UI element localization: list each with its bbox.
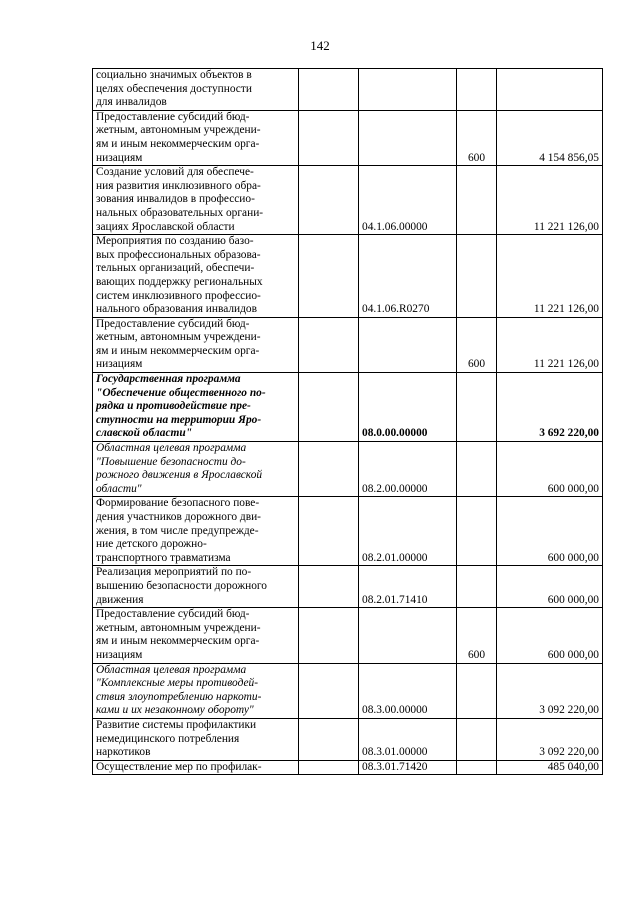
expense-type-cell xyxy=(457,235,497,318)
table-row xyxy=(93,373,603,442)
row-name-cell xyxy=(93,497,299,566)
empty-cell xyxy=(299,235,359,318)
table-row xyxy=(93,69,603,111)
table-row xyxy=(93,497,603,566)
row-name-line: ступности на территории Яро- xyxy=(96,413,262,426)
program-code-cell: 08.3.01.71420 xyxy=(359,760,457,775)
row-name-line: "Повышение безопасности до- xyxy=(96,455,246,468)
amount-cell: 600 000,00 xyxy=(497,608,603,663)
row-name-line: "Комплексные меры противодей- xyxy=(96,677,259,690)
amount-cell: 3 092 220,00 xyxy=(497,663,603,718)
row-name-line: движения xyxy=(96,593,144,606)
expense-type-cell xyxy=(457,760,497,775)
expense-type-cell: 600 xyxy=(457,110,497,165)
budget-table xyxy=(92,68,603,775)
table-row xyxy=(93,442,603,497)
row-name-cell xyxy=(93,110,299,165)
row-name-line: ками и их незаконному обороту" xyxy=(96,704,254,717)
row-name-line: жения, в том числе предупрежде- xyxy=(96,524,259,537)
row-name-line: Реализация мероприятий по по- xyxy=(96,566,252,579)
table-row xyxy=(93,718,603,760)
row-name-line: Создание условий для обеспече- xyxy=(96,166,254,179)
row-name-line: нальных образовательных органи- xyxy=(96,206,264,219)
row-name-cell xyxy=(93,166,299,235)
row-name-line: Предоставление субсидий бюд- xyxy=(96,317,250,330)
empty-cell xyxy=(299,317,359,372)
row-name-line: вающих поддержку региональных xyxy=(96,275,263,288)
program-code-cell: 08.3.01.00000 xyxy=(359,718,457,760)
empty-cell xyxy=(299,608,359,663)
program-code-cell: 08.2.00.00000 xyxy=(359,442,457,497)
table-row xyxy=(93,608,603,663)
row-name-line: жетным, автономным учреждени- xyxy=(96,621,261,634)
row-name-cell xyxy=(93,235,299,318)
row-name-line: зования инвалидов в профессио- xyxy=(96,193,255,206)
row-name-cell xyxy=(93,566,299,608)
row-name-cell xyxy=(93,317,299,372)
empty-cell xyxy=(299,566,359,608)
row-name-line: немедицинского потребления xyxy=(96,732,240,745)
row-name-cell xyxy=(93,442,299,497)
row-name-line: зациях Ярославской области xyxy=(96,220,235,233)
row-name-line: славской области" xyxy=(96,427,193,440)
amount-cell: 600 000,00 xyxy=(497,442,603,497)
expense-type-cell xyxy=(457,373,497,442)
row-name-line: для инвалидов xyxy=(96,96,167,109)
row-name-line: низациям xyxy=(96,151,143,164)
row-name-line: дения участников дорожного дви- xyxy=(96,511,261,523)
row-name-line: Осуществление мер по профилак- xyxy=(96,760,262,773)
row-name-line: Мероприятия по созданию базо- xyxy=(96,235,254,248)
row-name-line: ям и иным некоммерческим орга- xyxy=(96,635,260,648)
row-name-line: рядка и противодействие пре- xyxy=(96,400,251,413)
row-name-line: ствия злоупотреблению наркоти- xyxy=(96,690,262,703)
amount-cell: 3 692 220,00 xyxy=(497,373,603,442)
row-name-line: ния развития инклюзивного обра- xyxy=(96,179,261,192)
row-name-line: нального образования инвалидов xyxy=(96,303,258,316)
empty-cell xyxy=(299,110,359,165)
amount-cell: 11 221 126,00 xyxy=(497,235,603,318)
table-row xyxy=(93,663,603,718)
row-name-line: "Обеспечение общественного по- xyxy=(96,386,266,399)
row-name-line: вышению безопасности дорожного xyxy=(96,579,267,592)
page-number: 142 xyxy=(310,38,330,53)
expense-type-cell: 600 xyxy=(457,608,497,663)
program-code-cell: 08.0.00.00000 xyxy=(359,373,457,442)
expense-type-cell xyxy=(457,566,497,608)
empty-cell xyxy=(299,718,359,760)
empty-cell xyxy=(299,442,359,497)
table-row xyxy=(93,110,603,165)
table-row xyxy=(93,166,603,235)
row-name-line: ям и иным некоммерческим орга- xyxy=(96,344,260,357)
empty-cell xyxy=(299,760,359,775)
program-code-cell xyxy=(359,110,457,165)
expense-type-cell xyxy=(457,442,497,497)
expense-type-cell: 600 xyxy=(457,317,497,372)
amount-cell: 485 040,00 xyxy=(497,760,603,775)
program-code-cell: 04.1.06.00000 xyxy=(359,166,457,235)
empty-cell xyxy=(299,497,359,566)
table-row xyxy=(93,235,603,318)
row-name-line: ние детского дорожно- xyxy=(96,538,207,551)
row-name-line: жетным, автономным учреждени- xyxy=(96,331,261,344)
amount-cell: 600 000,00 xyxy=(497,497,603,566)
row-name-line: социально значимых объектов в xyxy=(96,69,252,81)
amount-cell: 11 221 126,00 xyxy=(497,166,603,235)
empty-cell xyxy=(299,373,359,442)
row-name-cell xyxy=(93,760,299,775)
table-row xyxy=(93,566,603,608)
expense-type-cell xyxy=(457,497,497,566)
row-name-cell xyxy=(93,373,299,442)
expense-type-cell xyxy=(457,663,497,718)
row-name-line: систем инклюзивного профессио- xyxy=(96,289,261,302)
row-name-line: наркотиков xyxy=(96,746,151,759)
program-code-cell xyxy=(359,69,457,111)
row-name-line: жетным, автономным учреждени- xyxy=(96,124,261,137)
row-name-line: Государственная программа xyxy=(96,373,241,386)
row-name-line: ям и иным некоммерческим орга- xyxy=(96,137,260,150)
row-name-cell xyxy=(93,608,299,663)
amount-cell: 4 154 856,05 xyxy=(497,110,603,165)
budget-table-body xyxy=(93,69,603,775)
row-name-line: транспортного травматизма xyxy=(96,551,231,564)
row-name-line: низациям xyxy=(96,358,143,371)
program-code-cell: 08.3.00.00000 xyxy=(359,663,457,718)
row-name-cell xyxy=(93,69,299,111)
row-name-line: Областная целевая программа xyxy=(96,442,247,455)
amount-cell xyxy=(497,69,603,111)
row-name-line: низациям xyxy=(96,648,143,661)
row-name-line: Формирование безопасного пове- xyxy=(96,497,260,510)
expense-type-cell xyxy=(457,718,497,760)
row-name-cell xyxy=(93,663,299,718)
row-name-line: Предоставление субсидий бюд- xyxy=(96,608,250,621)
row-name-line: области" xyxy=(96,482,142,495)
empty-cell xyxy=(299,69,359,111)
empty-cell xyxy=(299,663,359,718)
row-name-line: рожного движения в Ярославской xyxy=(96,469,263,482)
row-name-line: вых профессиональных образова- xyxy=(96,248,261,261)
program-code-cell: 08.2.01.71410 xyxy=(359,566,457,608)
row-name-line: тельных организаций, обеспечи- xyxy=(96,262,255,275)
program-code-cell xyxy=(359,608,457,663)
row-name-line: целях обеспечения доступности xyxy=(96,82,252,95)
expense-type-cell xyxy=(457,69,497,111)
row-name-cell xyxy=(93,718,299,760)
row-name-line: Развитие системы профилактики xyxy=(96,718,257,731)
expense-type-cell xyxy=(457,166,497,235)
amount-cell: 600 000,00 xyxy=(497,566,603,608)
row-name-line: Областная целевая программа xyxy=(96,663,247,676)
amount-cell: 3 092 220,00 xyxy=(497,718,603,760)
program-code-cell xyxy=(359,317,457,372)
table-row xyxy=(93,760,603,775)
empty-cell xyxy=(299,166,359,235)
row-name-line: Предоставление субсидий бюд- xyxy=(96,110,250,123)
table-row xyxy=(93,317,603,372)
program-code-cell: 04.1.06.R0270 xyxy=(359,235,457,318)
amount-cell: 11 221 126,00 xyxy=(497,317,603,372)
program-code-cell: 08.2.01.00000 xyxy=(359,497,457,566)
